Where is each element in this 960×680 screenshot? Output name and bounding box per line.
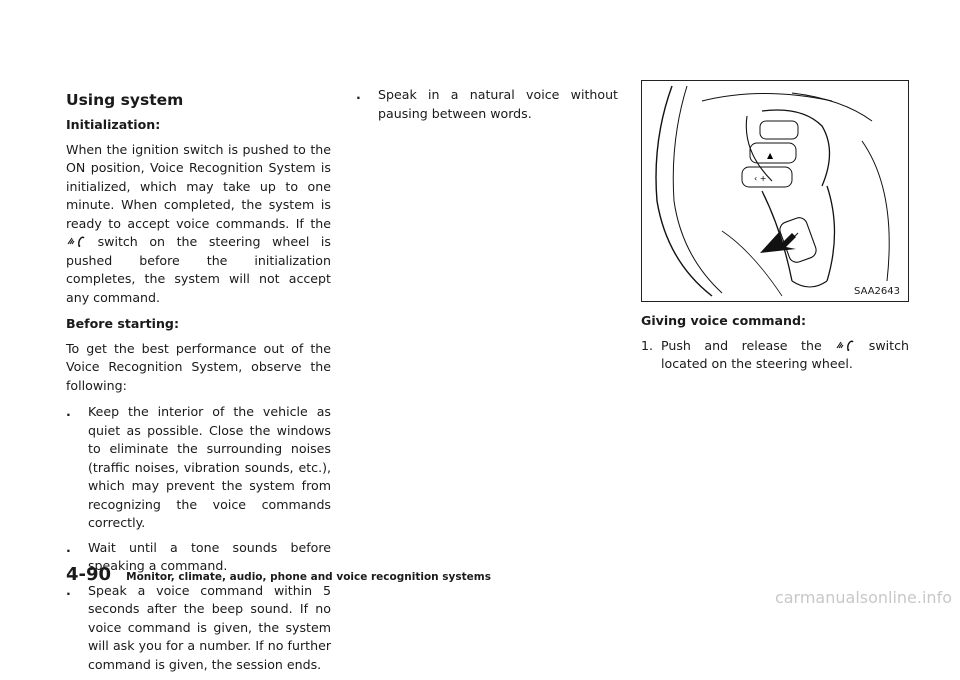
list-item [66,403,331,533]
giving-command-heading: Giving voice command: [641,313,806,328]
middle-column [356,86,618,129]
tip-text: Speak a voice command within 5 seconds after the beep sound. If no voice command is given, the system will ask you for a number. If no further command is given, the session ends. [88,582,331,672]
talk-switch-icon [66,235,86,247]
list-item [641,337,909,374]
step-number: 1. [641,337,654,353]
talk-switch-icon [835,339,855,351]
initialization-heading: Initialization: [66,117,161,132]
step-text-b: switch located on the steering wheel. [661,337,909,371]
list-item [66,582,331,675]
right-column [641,312,909,380]
initialization-paragraph [66,141,331,308]
bullet-dot: . [356,87,361,102]
bullet-dot: . [66,404,71,419]
tips-list-b [356,86,618,123]
step-text-a: Push and release the [661,337,822,353]
tip-text: Wait until a tone sounds before speaking a command. [88,539,331,573]
tips-list-a [66,403,331,674]
initialization-text-a: When the ignition switch is pushed to the ON position, Voice Recognition System is initialized, which may take up to one minute. When completed, the system is ready to accept voice commands. If the [66,141,331,231]
steps-list [641,337,909,374]
before-starting-heading: Before starting: [66,316,179,331]
tip-text: Speak in a natural voice without pausing between words. [378,87,618,121]
bullet-dot: . [66,539,71,555]
svg-text:▲: ▲ [767,151,774,160]
steering-wheel-illustration [642,81,908,301]
initialization-text-b: switch on the steering wheel is pushed before the initialization completes, the system will not accept any command. [66,234,331,305]
chapter-title: Monitor, climate, audio, phone and voice recognition systems [126,571,491,583]
before-starting-text: To get the best performance out of the Voice Recognition System, observe the following: [66,340,331,393]
watermark: carmanualsonline.info [774,588,952,607]
steering-wheel-figure [641,80,909,302]
figure-code: SAA2643 [854,286,900,297]
page-number: 4-90 [66,564,112,585]
tip-text: Keep the interior of the vehicle as quiet as possible. Close the windows to eliminate the surrounding noises (traffic noises, vibration sounds, etc.), which may prevent the system from recognizing the voice commands correctly. [88,404,331,530]
section-title: Using system [66,91,184,109]
list-item [356,86,618,123]
left-column [66,86,331,680]
svg-text:‹ +: ‹ + [754,174,767,183]
bullet-dot: . [66,582,71,598]
page-footer [66,564,491,585]
